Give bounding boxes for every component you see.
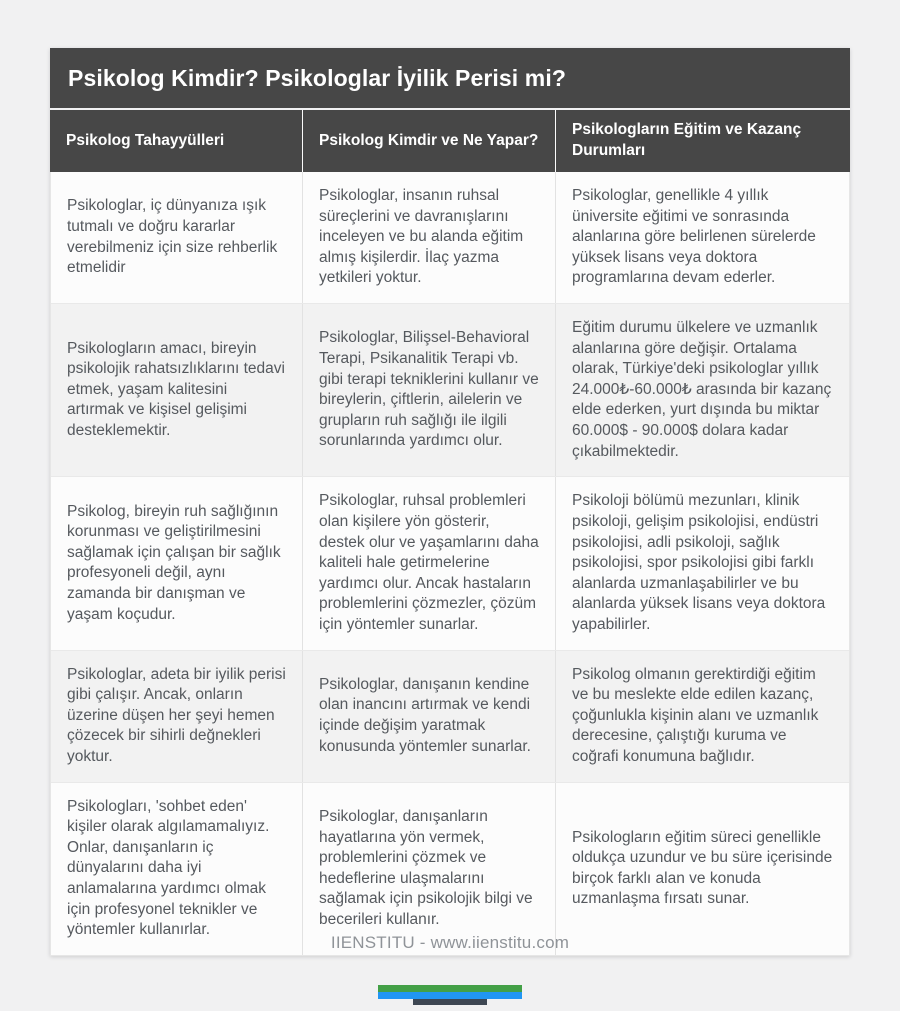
table-row [51,303,849,476]
table-body [50,172,850,956]
table-row [51,476,849,649]
table-row [51,650,849,782]
table-cell: Psikologlar, adeta bir iyilik perisi gibi çalışır. Ancak, onların üzerine düşen her şeyi hemen çözecek bir sihirli değnekleri yoktur. [67,665,286,766]
logo-bar-green [378,985,522,992]
footer [0,918,900,1005]
table-cell: Eğitim durumu ülkelere ve uzmanlık alanlarına göre değişir. Ortalama olarak, Türkiye'deki psikologlar yıllık 24.000₺-60.000₺ arasında bir kazanç elde ederken, yurt dışında bu miktar 60.000$ - 90.000$ dolara kadar çıkabilmektedir. [555,304,849,476]
table-cell: Psikologların eğitim süreci genellikle oldukça uzundur ve bu süre içerisinde birçok farklı alan ve konuda uzmanlaşma fırsatı sunar. [555,783,849,955]
column-header-egitim-kazanc: Psikologların Eğitim ve Kazanç Durumları [555,110,850,172]
logo-bar-dark [413,999,487,1005]
table-cell: Psikologlar, iç dünyanıza ışık tutmalı ve doğru kararlar verebilmeniz için size rehberlik etmelidir [67,197,278,277]
table-cell: Psikologlar, insanın ruhsal süreçlerini ve davranışlarını inceleyen ve bu alanda eğitim almış kişilerdir. İlaç yazma yetkileri yoktur. [302,172,555,303]
footer-credit: IIENSTITU - www.iienstitu.com [330,933,570,952]
table-cell: Psikolog olmanın gerektirdiği eğitim ve bu meslekte elde edilen kazanç, çoğunlukla kişinin alanı ve uzmanlık derecesine, çalıştığı kuruma ve coğrafi konumuna bağlıdır. [555,651,849,782]
table-cell: Psikologlar, danışanların hayatlarına yön vermek, problemlerini çözmek ve hedeflerine ulaşmalarını sağlamak için psikolojik bilgi ve becerileri kullanır. [302,783,555,955]
table-header-row [50,108,850,172]
table-cell: Psikoloji bölümü mezunları, klinik psikoloji, gelişim psikolojisi, endüstri psikolojisi, adli psikoloji, sağlık psikolojisi, spor psikolojisi gibi farklı alanlarda uzmanlaşabilirler ve bu alanlarda yüksek lisans veya doktora yapabilirler. [555,477,849,649]
brand-logo-bars [378,985,522,1005]
table-cell: Psikologların amacı, bireyin psikolojik rahatsızlıklarını tedavi etmek, yaşam kalitesini artırmak ve kişisel gelişimi desteklemektir. [67,339,285,440]
page-title: Psikolog Kimdir? Psikologlar İyilik Perisi mi? [68,64,566,91]
table-cell: Psikologlar, danışanın kendine olan inancını artırmak ve kendi içinde değişim yaratmak konusunda yöntemler sunarlar. [302,651,555,782]
article-card [50,48,850,956]
table-row [51,172,849,303]
table-cell: Psikologlar, Bilişsel-Behavioral Terapi, Psikanalitik Terapi vb. gibi terapi tekniklerini kullanır ve bireylerin, çiftlerin, ailelerin ve grupların ruh sağlığı ile ilgili sorunlarında yardımcı olur. [302,304,555,476]
title-bar [50,48,850,108]
logo-bar-blue [378,992,522,999]
table-cell: Psikologlar, ruhsal problemleri olan kişilere yön gösterir, destek olur ve yaşamlarını daha kaliteli hale getirmelerine yardımcı olur. Ancak hastaların problemlerini çözmezler, çözüm için yöntemler sunarlar. [302,477,555,649]
column-header-tahayyulleri: Psikolog Tahayyülleri [66,131,225,149]
column-header-kimdir-ne-yapar: Psikolog Kimdir ve Ne Yapar? [302,110,555,172]
table-cell: Psikologları, 'sohbet eden' kişiler olarak algılamamalıyız. Onlar, danışanların iç dünyalarını daha iyi anlamalarına yardımcı olmak için profesyonel teknikler ve yöntemler kullanırlar. [67,797,270,939]
table-cell: Psikolog, bireyin ruh sağlığının korunması ve geliştirilmesini sağlamak için çalışan bir sağlık profesyoneli değil, aynı zamanda bir danışman ve yaşam koçudur. [67,502,281,623]
table-cell: Psikologlar, genellikle 4 yıllık üniversite eğitimi ve sonrasında alanlarına göre belirlenen sürelerde yüksek lisans veya doktora programlarına devam ederler. [555,172,849,303]
